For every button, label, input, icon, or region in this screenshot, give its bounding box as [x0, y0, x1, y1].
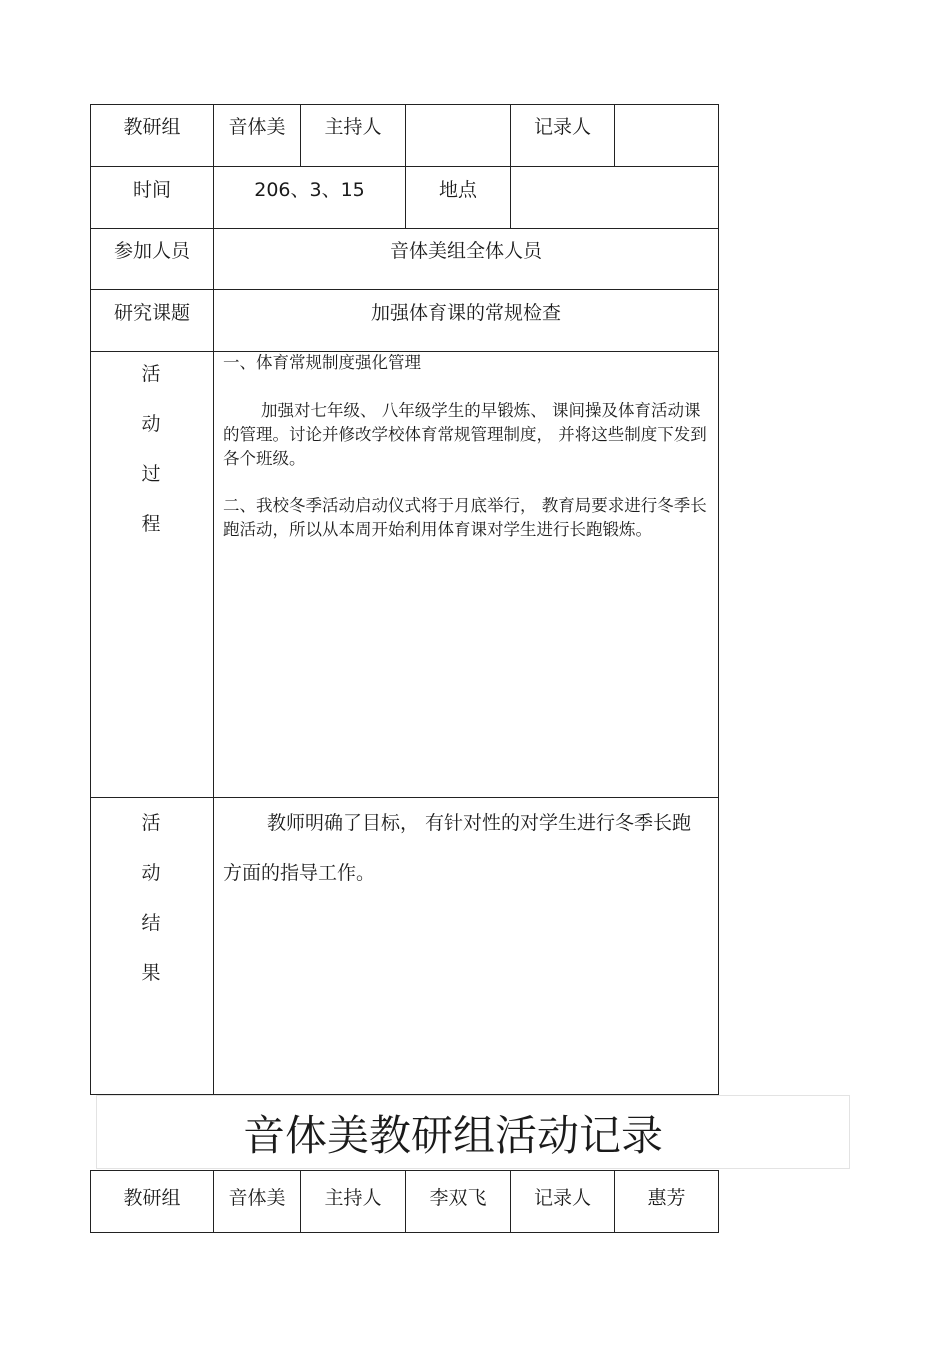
host-value: 李双飞	[429, 1187, 487, 1209]
group-label: 教研组	[123, 116, 181, 138]
recorder-label: 记录人	[533, 116, 591, 138]
topic-label: 研究课题	[113, 302, 190, 324]
group-value: 音体美	[228, 1187, 286, 1209]
result-text: 教师明确了目标， 有针对性的对学生进行冬季长跑方面的指导工作。	[223, 812, 692, 884]
place-label: 地点	[438, 179, 477, 201]
page-title: 音体美教研组活动记录	[242, 1111, 663, 1160]
group-value: 音体美	[228, 116, 286, 138]
process-heading: 一、体育常规制度强化管理	[223, 353, 421, 372]
participants-value: 音体美组全体人员	[389, 240, 542, 262]
process-content	[223, 351, 711, 542]
process-paragraph-2: 二、我校冬季活动启动仪式将于月底举行， 教育局要求进行冬季长跑活动，所以从本周开始利用体育课对学生进行长跑锻炼。	[223, 496, 707, 539]
recorder-value: 惠芳	[647, 1187, 686, 1209]
result-label: 活 动 结 果	[141, 812, 161, 984]
group-label: 教研组	[123, 1187, 181, 1209]
host-label: 主持人	[324, 116, 382, 138]
participants-label: 参加人员	[113, 240, 190, 262]
process-paragraph-1: 加强对七年级、 八年级学生的早锻炼、 课间操及体育活动课的管理。讨论并修改学校体育常规管理制度， 并将这些制度下发到各个班级。	[223, 401, 707, 468]
topic-value: 加强体育课的常规检查	[370, 302, 561, 324]
host-label: 主持人	[324, 1187, 382, 1209]
time-value: 206、3、15	[254, 179, 365, 201]
time-label: 时间	[132, 179, 171, 201]
recorder-label: 记录人	[533, 1187, 591, 1209]
process-label: 活 动 过 程	[141, 363, 161, 535]
